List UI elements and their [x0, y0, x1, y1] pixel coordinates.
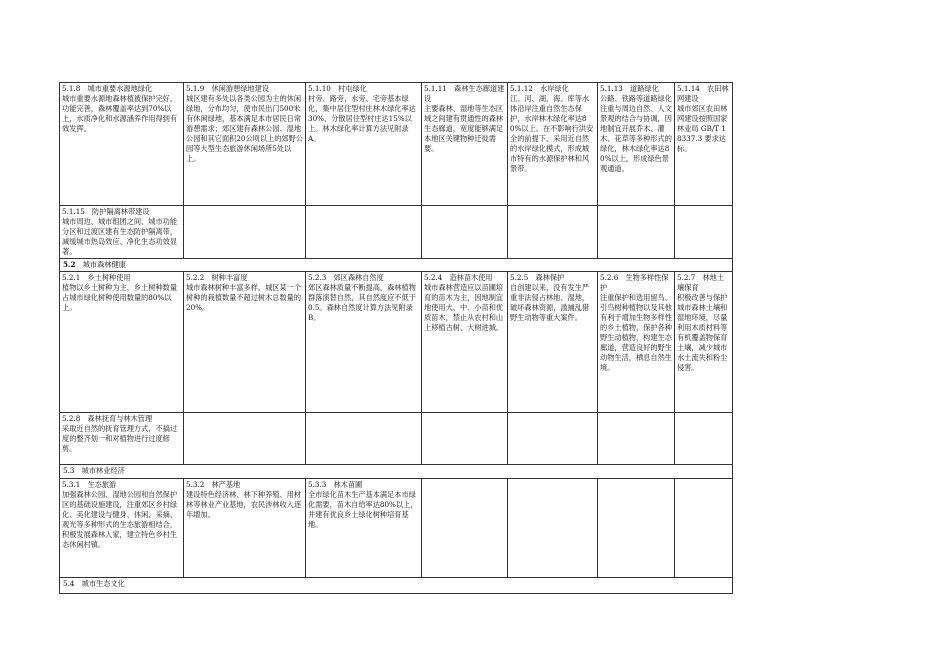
clause-title: 5.2.6 生物多样性保护 [600, 273, 669, 292]
clause-title: 5.2.4 造林苗木使用 [424, 273, 493, 282]
table-cell [598, 83, 675, 206]
table-cell [422, 206, 508, 259]
table-cell [60, 83, 184, 206]
table-row [60, 413, 733, 465]
clause-title: 5.1.12 水岸绿化 [510, 84, 569, 93]
section-heading [60, 259, 733, 272]
table-cell [422, 83, 508, 206]
clause-text: 建设特色经济林、林下种养殖、用材林等林业产业基地，农民涉林收入逐年增加。 [186, 490, 302, 519]
clause-title: 5.2.7 林地土壤保育 [677, 273, 725, 292]
table-cell [60, 479, 184, 578]
table-cell [422, 413, 508, 465]
table-cell [508, 206, 598, 259]
clause-title: 5.1.13 道路绿化 [600, 84, 659, 93]
table-cell [184, 272, 306, 413]
clause-title: 5.2.1 乡土树种使用 [62, 273, 131, 282]
standards-table [59, 82, 733, 594]
table-cell [508, 272, 598, 413]
table-cell [598, 206, 675, 259]
table-cell [184, 83, 306, 206]
section-heading [60, 465, 733, 479]
table-cell [508, 83, 598, 206]
table-cell [60, 272, 184, 413]
clause-title: 5.3.2 林产基地 [186, 480, 241, 489]
clause-title: 5.3.1 生态旅游 [62, 480, 117, 489]
table-cell [508, 479, 598, 578]
clause-title: 5.2.8 森林抚育与林木管理 [62, 414, 153, 423]
table-cell [306, 83, 422, 206]
clause-title: 5.1.9 休闲游憩绿地建设 [186, 84, 269, 93]
table-cell [306, 206, 422, 259]
table-row [60, 272, 733, 413]
clause-title: 5.1.14 农田林网建设 [677, 84, 729, 103]
section-row [60, 259, 733, 272]
clause-title: 5.1.8 城市重要水源地绿化 [62, 84, 153, 93]
table-row [60, 83, 733, 206]
clause-text: 采取近自然的抚育管理方式，不搞过度的整齐划一和对植物进行过度修剪。 [62, 424, 178, 453]
clause-text: 郊区森林质量不断提高，森林植物群落演替自然，其自然度应不低于0.5。森林自然度计算方法见附录B。 [308, 283, 416, 322]
table-row [60, 206, 733, 259]
clause-text: 江、河、湖、海、库等水体沿岸注重自然生态保护，水岸林木绿化率达80%以上。在不影响行洪安全的前提下，采用近自然的水岸绿化模式，形成城市特有的水源保护林和风景带。 [510, 94, 594, 173]
clause-title: 5.3.3 林木苗圃 [308, 480, 363, 489]
table-cell [184, 206, 306, 259]
clause-text: 城市森林营造应以苗圃培育的苗木为主，因地制宜地使用大、中、小苗和优质苗木，禁止从农村和山上移植古树、大树进城。 [424, 283, 504, 332]
clause-text: 城市重要水源地森林植被保护完好，功能完善，森林覆盖率达到70%以上，水质净化和水源涵养作用得到有效发挥。 [62, 94, 178, 133]
section-row [60, 578, 733, 594]
clause-text: 村旁、路旁、水旁、宅旁基本绿化，集中居住型村庄林木绿化率达30%，分散居住型村庄达15%以上。林木绿化率计算方法见附录A。 [308, 94, 416, 143]
clause-text: 城市森林树种丰富多样，城区某一个树种的栽植数量不超过树木总数量的20%。 [186, 283, 302, 312]
table-cell [508, 413, 598, 465]
clause-text: 积极改善与保护城市森林土壤和湿地环境，尽量利用木质材料等有机覆盖物保育土壤，减少城市水土流失和粉尘侵害。 [677, 293, 728, 372]
section-title: 城市林业经济 [74, 466, 125, 475]
clause-text: 城市郊区农田林网建设按照国家林业局 GB/T 18337.3 要求达标。 [677, 104, 728, 153]
section-number: 5.4 [63, 579, 75, 588]
clause-text: 全市绿化苗木生产基本满足本市绿化需要，苗木自给率达80%以上，并建有优良乡土绿化树种培育基地。 [308, 490, 418, 529]
table-cell [306, 479, 422, 578]
section-title: 城市生态文化 [74, 579, 125, 588]
table-cell [598, 272, 675, 413]
clause-text: 加强森林公园、湿地公园和自然保护区的基础设施建设，注重郊区乡村绿化、美化建设与健身、休闲、采摘、观光等多种形式的生态旅游相结合，积极发展森林人家，建立特色乡村生态休闲村镇。 [62, 490, 178, 549]
clause-title: 5.1.10 村屯绿化 [308, 84, 367, 93]
table-cell [675, 272, 733, 413]
table-cell [60, 413, 184, 465]
table-cell [675, 206, 733, 259]
section-row [60, 465, 733, 479]
table-cell [598, 413, 675, 465]
section-number: 5.3 [63, 466, 75, 475]
table-cell [184, 413, 306, 465]
clause-title: 5.2.2 树种丰富度 [186, 273, 248, 282]
clause-title: 5.2.3 郊区森林自然度 [308, 273, 384, 282]
clause-title: 5.1.11 森林生态廊道建设 [424, 84, 505, 103]
table-cell [675, 413, 733, 465]
clause-text: 公路、铁路等道路绿化注重与周边自然、人文景观的结合与协调，因地制宜开展乔木、灌木、花草等多种形式的绿化，林木绿化率达80%以上，形成绿色景观通道。 [600, 94, 672, 173]
clause-text: 注重保护和选用留鸟、引鸟树种植物以及其他有利于增加生物多样性的乡土植物，保护各种野生动植物，构建生态廊道，营造良好的野生动物生活，栖息自然生境。 [600, 293, 672, 372]
section-heading [60, 578, 733, 594]
clause-text: 植物以乡土树种为主，乡土树种数量占城市绿化树种使用数量的80%以上。 [62, 283, 178, 312]
table-cell [422, 272, 508, 413]
clause-text: 城区建有多处以各类公园为主的休闲绿地，分布均匀，使市民出门500米有休闲绿地，基本满足本市居民日常游憩需求；郊区建有森林公园、湿地公园和其它面积20公顷以上的郊野公园等大型生态旅游休闲场所5处以上。 [186, 94, 303, 163]
clause-title: 5.2.5 森林保护 [510, 273, 565, 282]
table-cell [306, 272, 422, 413]
clause-text: 自创建以来，没有发生严重非法侵占林地、湿地，破坏森林资源，滥捕乱猎野生动物等重大案件。 [510, 283, 590, 322]
table-cell [60, 206, 184, 259]
section-title: 城市森林健康 [75, 260, 126, 269]
clause-text: 城市周边、城市组团之间、城市功能分区和过渡区建有生态防护隔离带，减缓城市热岛效应、净化生态功效显著。 [62, 217, 178, 256]
table-cell [306, 413, 422, 465]
table-cell [598, 479, 675, 578]
clause-text: 主要森林、湿地等生态区域之间建有贯通性的森林生态廊道，宽度能够满足本地区关键物种迁徙需要。 [424, 104, 504, 153]
clause-title: 5.1.15 防护隔离林带建设 [62, 207, 150, 216]
table-cell [675, 479, 733, 578]
section-number: 5.2 [63, 260, 76, 269]
table-row [60, 479, 733, 578]
table-cell [184, 479, 306, 578]
table-cell [422, 479, 508, 578]
table-cell [675, 83, 733, 206]
